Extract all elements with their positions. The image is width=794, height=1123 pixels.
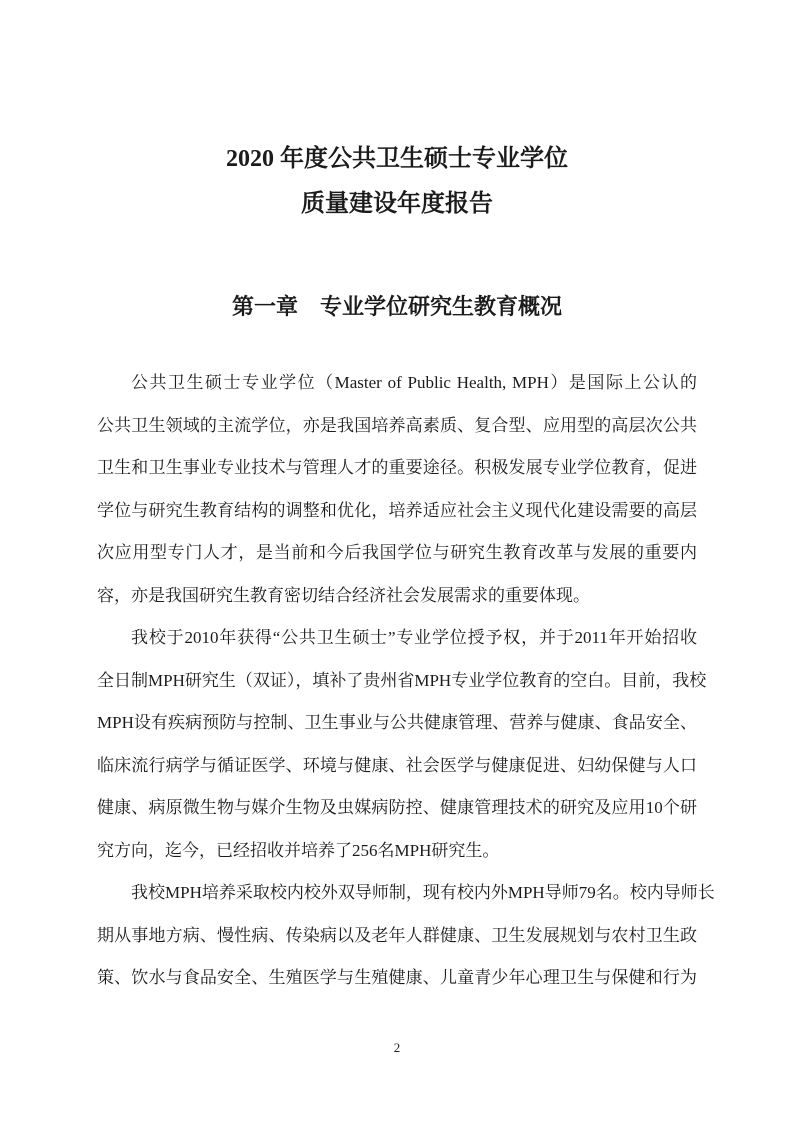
paragraph-line: 次应用型专门人才，是当前和今后我国学位与研究生教育改革与发展的重要内 — [97, 543, 697, 562]
paragraph-line: 临床流行病学与循证医学、环境与健康、社会医学与健康促进、妇幼保健与人口 — [97, 755, 697, 775]
page-number: 2 — [393, 1039, 401, 1055]
paragraph-line: 公共卫生硕士专业学位（Master of Public Health, MPH）是国际上公认的 — [131, 373, 697, 392]
chapter-heading: 第一章 专业学位研究生教育概况 — [231, 294, 562, 319]
paragraph-line: MPH设有疾病预防与控制、卫生事业与公共健康管理、营养与健康、食品安全、 — [97, 713, 697, 732]
paragraph-line: 学位与研究生教育结构的调整和优化，培养适应社会主义现代化建设需要的高层 — [97, 500, 697, 520]
paragraph-line: 容，亦是我国研究生教育密切结合经济社会发展需求的重要体现。 — [97, 585, 590, 605]
paragraph-line: 全日制MPH研究生（双证），填补了贵州省MPH专业学位教育的空白。目前，我校 — [97, 670, 707, 690]
paragraph-line: 我校MPH培养采取校内校外双导师制，现有校内外MPH导师79名。校内导师长 — [131, 883, 715, 902]
paragraph-line: 健康、病原微生物与媒介生物及虫媒病防控、健康管理技术的研究及应用10个研 — [97, 798, 697, 817]
document-body — [97, 362, 715, 1000]
paragraph-line: 策、饮水与食品安全、生殖医学与生殖健康、儿童青少年心理卫生与保健和行为 — [97, 968, 697, 987]
paragraph-line: 究方向，迄今，已经招收并培养了256名MPH研究生。 — [97, 840, 500, 860]
paragraph-line: 卫生和卫生事业专业技术与管理人才的重要途径。积极发展专业学位教育，促进 — [97, 458, 697, 477]
page-footer — [97, 1040, 697, 1056]
paragraph-line: 我校于2010年获得“公共卫生硕士”专业学位授予权，并于2011年开始招收 — [131, 628, 697, 647]
document-title-line2: 质量建设年度报告 — [301, 191, 493, 217]
paragraph-line: 期从事地方病、慢性病、传染病以及老年人群健康、卫生发展规划与农村卫生政 — [97, 925, 697, 945]
document-title-line1: 2020 年度公共卫生硕士专业学位 — [226, 146, 568, 172]
document-title — [97, 137, 697, 227]
paragraph-line: 公共卫生领域的主流学位，亦是我国培养高素质、复合型、应用型的高层次公共 — [97, 415, 697, 435]
